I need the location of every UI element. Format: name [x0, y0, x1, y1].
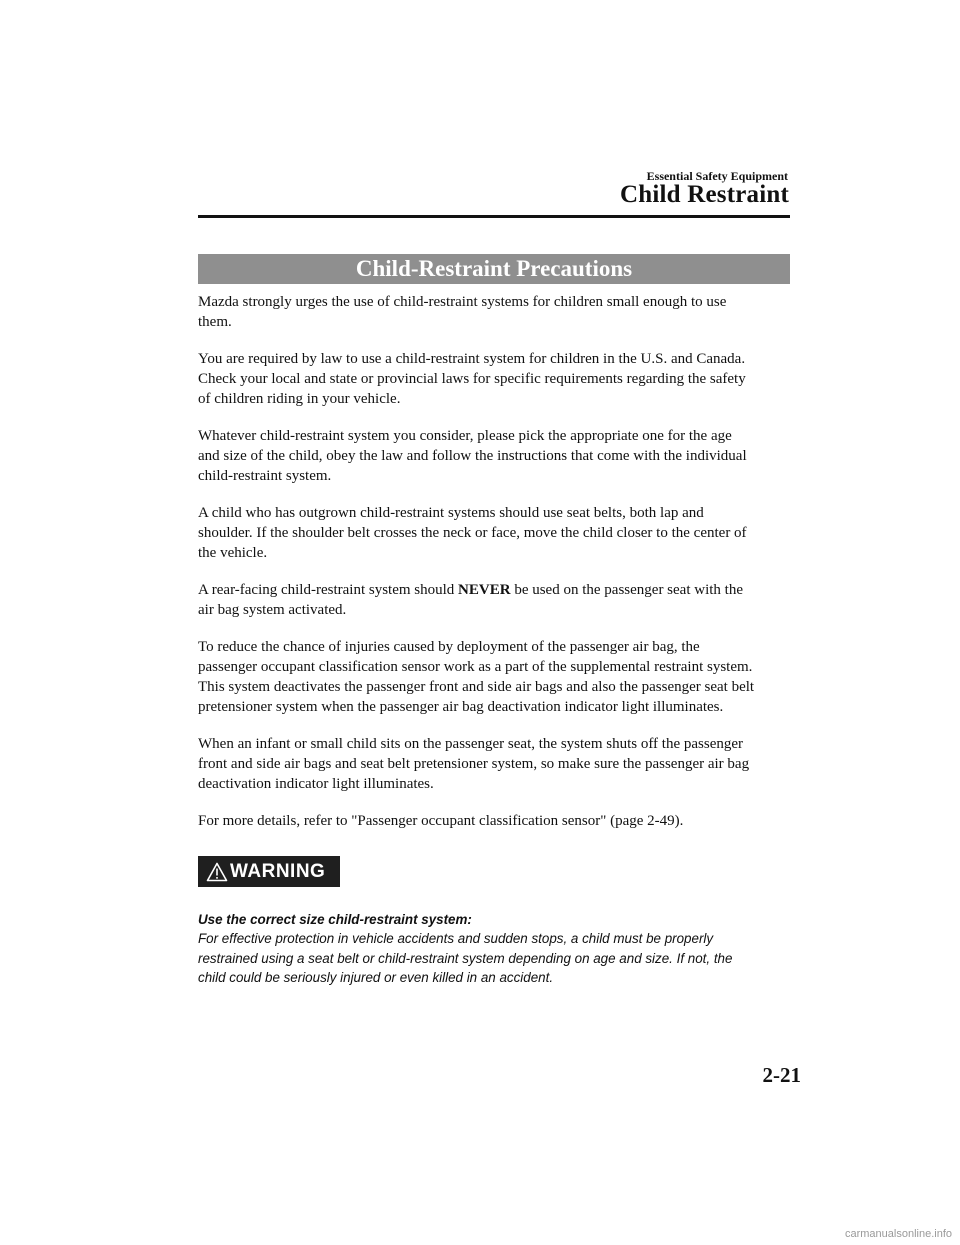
p2-line-2: Check your local and state or provincial laws for specific requirements regarding the safety	[198, 371, 746, 387]
header-divider	[198, 215, 790, 218]
section-title-bar: Child-Restraint Precautions	[198, 254, 790, 284]
warning-text	[198, 910, 798, 987]
paragraph-5	[198, 580, 808, 620]
p7-line-1: When an infant or small child sits on the passenger seat, the system shuts off the passenger	[198, 736, 744, 752]
paragraph-2	[198, 349, 808, 409]
warning-line-3: child could be seriously injured or even killed in an accident.	[198, 969, 554, 985]
warning-line-1: For effective protection in vehicle accidents and sudden stops, a child must be properly	[198, 931, 714, 947]
warning-line-2: restrained using a seat belt or child-restraint system depending on age and size. If not, the	[198, 950, 733, 966]
paragraph-6	[198, 637, 808, 717]
warning-triangle-icon	[206, 861, 228, 881]
paragraph-1	[198, 292, 808, 332]
body-text	[198, 292, 808, 848]
page-number: 2-21	[762, 1063, 801, 1087]
p1-line-2: them.	[198, 314, 232, 330]
p7-line-2: front and side air bags and seat belt pretensioner system, so make sure the passenger air bag	[198, 756, 750, 772]
chapter-title: Child Restraint	[620, 181, 789, 208]
warning-label: WARNING	[230, 861, 326, 882]
p5-line-2: air bag system activated.	[198, 602, 347, 618]
p6-line-2: passenger occupant classification sensor work as a part of the supplemental restraint system.	[198, 659, 753, 675]
p5-emphasis: NEVER	[458, 582, 511, 598]
p4-line-3: the vehicle.	[198, 545, 268, 561]
watermark: carmanualsonline.info	[844, 1228, 952, 1240]
p3-line-1: Whatever child-restraint system you consider, please pick the appropriate one for the age	[198, 428, 732, 444]
p1-line-1: Mazda strongly urges the use of child-restraint systems for children small enough to use	[198, 294, 727, 310]
p5-after: be used on the passenger seat with the	[510, 582, 743, 598]
warning-badge	[198, 856, 340, 887]
section-label: Essential Safety Equipment	[646, 169, 788, 183]
paragraph-3	[198, 426, 808, 486]
p5-before: A rear-facing child-restraint system should	[198, 582, 459, 598]
p2-line-3: of children riding in your vehicle.	[198, 391, 401, 407]
p7-line-3: deactivation indicator light illuminates.	[198, 776, 434, 792]
p8-line-1: For more details, refer to "Passenger occupant classification sensor" (page 2-49).	[198, 813, 684, 829]
paragraph-4	[198, 503, 808, 563]
paragraph-7	[198, 734, 808, 794]
p6-line-3: This system deactivates the passenger front and side air bags and also the passenger seat belt	[198, 679, 755, 695]
warning-lead: Use the correct size child-restraint system:	[198, 912, 472, 927]
p4-line-2: shoulder. If the shoulder belt crosses the neck or face, move the child closer to the center of	[198, 525, 747, 541]
p4-line-1: A child who has outgrown child-restraint systems should use seat belts, both lap and	[198, 505, 704, 521]
p3-line-3: child-restraint system.	[198, 468, 332, 484]
p3-line-2: and size of the child, obey the law and follow the instructions that come with the individual	[198, 448, 747, 464]
p6-line-4: pretensioner system when the passenger air bag deactivation indicator light illuminates.	[198, 699, 724, 715]
p2-line-1: You are required by law to use a child-restraint system for children in the U.S. and Canada.	[198, 351, 746, 367]
p6-line-1: To reduce the chance of injuries caused by deployment of the passenger air bag, the	[198, 639, 700, 655]
paragraph-8	[198, 811, 808, 831]
